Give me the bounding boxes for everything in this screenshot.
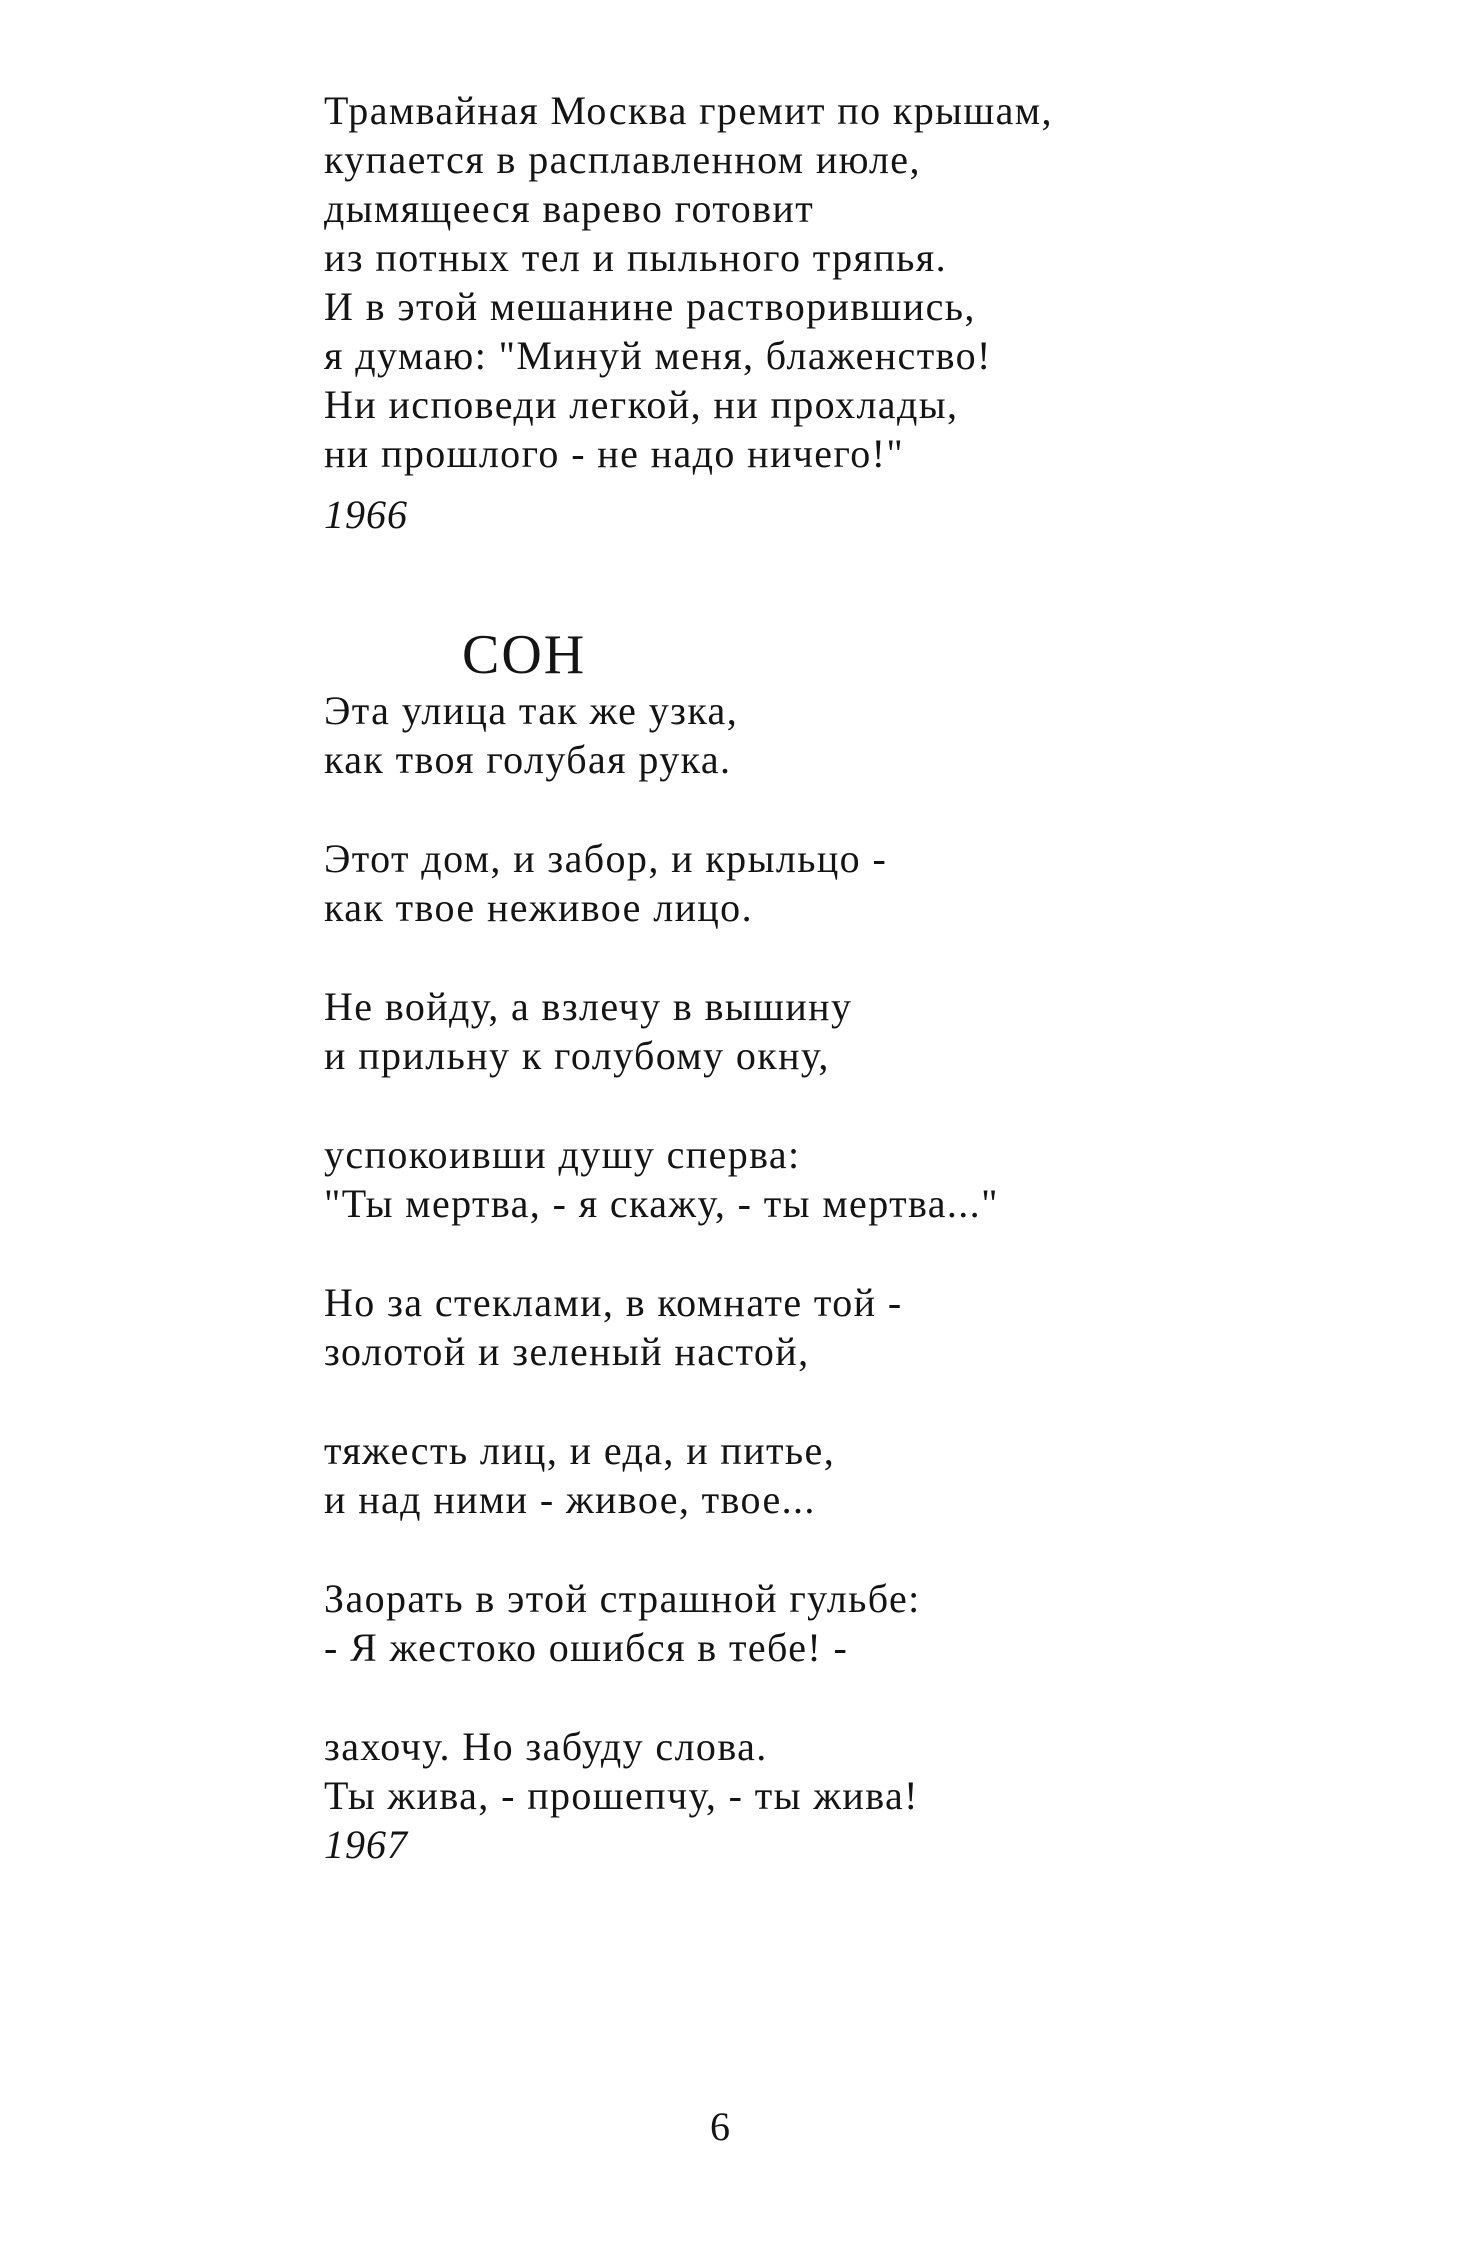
poem2-line: и прильну к голубому окну, (324, 1033, 830, 1078)
poem2-stanza-7 (324, 1574, 921, 1672)
poem2-stanza-3 (324, 982, 852, 1080)
poem2-stanza-6 (324, 1426, 835, 1524)
poem-title: СОН (462, 624, 587, 686)
poem1-line: Трамвайная Москва гремит по крышам, (324, 88, 1053, 133)
poem2-stanza-5 (324, 1278, 903, 1376)
poem2-line: захочу. Но забуду слова. (324, 1724, 768, 1769)
poem2-line: Эта улица так же узка, (324, 688, 739, 733)
poem2-line: Этот дом, и забор, и крыльцо - (324, 836, 888, 881)
poem1-stanza (324, 86, 1053, 478)
poem2-line: Заорать в этой страшной гульбе: (324, 1576, 921, 1621)
poem2-line: как твоя голубая рука. (324, 737, 732, 782)
poem1-line: купается в расплавленном июле, (324, 137, 921, 182)
poem1-year: 1966 (324, 492, 408, 537)
poem2-line: успокоивши душу сперва: (324, 1132, 801, 1177)
poem1-line: из потных тел и пыльного тряпья. (324, 235, 947, 280)
poem2-stanza-2 (324, 834, 887, 932)
poem1-line: дымящееся варево готовит (324, 186, 815, 231)
poem2-line: - Я жестоко ошибся в тебе! - (324, 1625, 849, 1670)
page-number: 6 (710, 2104, 730, 2149)
poem1-line: я думаю: "Минуй меня, блаженство! (324, 333, 992, 378)
poem1-line: ни прошлого - не надо ничего!" (324, 431, 905, 476)
poem1-line: Ни исповеди легкой, ни прохлады, (324, 382, 959, 427)
poem2-line: Но за стеклами, в комнате той - (324, 1280, 903, 1325)
poem2-line: золотой и зеленый настой, (324, 1329, 810, 1374)
poem2-line: Не войду, а взлечу в вышину (324, 984, 853, 1029)
poem2-stanza-4 (324, 1130, 999, 1228)
poem2-stanza-8 (324, 1722, 919, 1820)
poem2-year: 1967 (324, 1822, 408, 1867)
poem2-line: и над ними - живое, твое... (324, 1477, 816, 1522)
poem2-line: Ты жива, - прошепчу, - ты жива! (324, 1773, 919, 1818)
poem2-line: как твое неживое лицо. (324, 885, 753, 930)
poem2-line: тяжесть лиц, и еда, и питье, (324, 1428, 836, 1473)
poem2-line: "Ты мертва, - я скажу, - ты мертва..." (324, 1181, 999, 1226)
poem2-stanza-1 (324, 686, 738, 784)
poem1-line: И в этой мешанине растворившись, (324, 284, 976, 329)
